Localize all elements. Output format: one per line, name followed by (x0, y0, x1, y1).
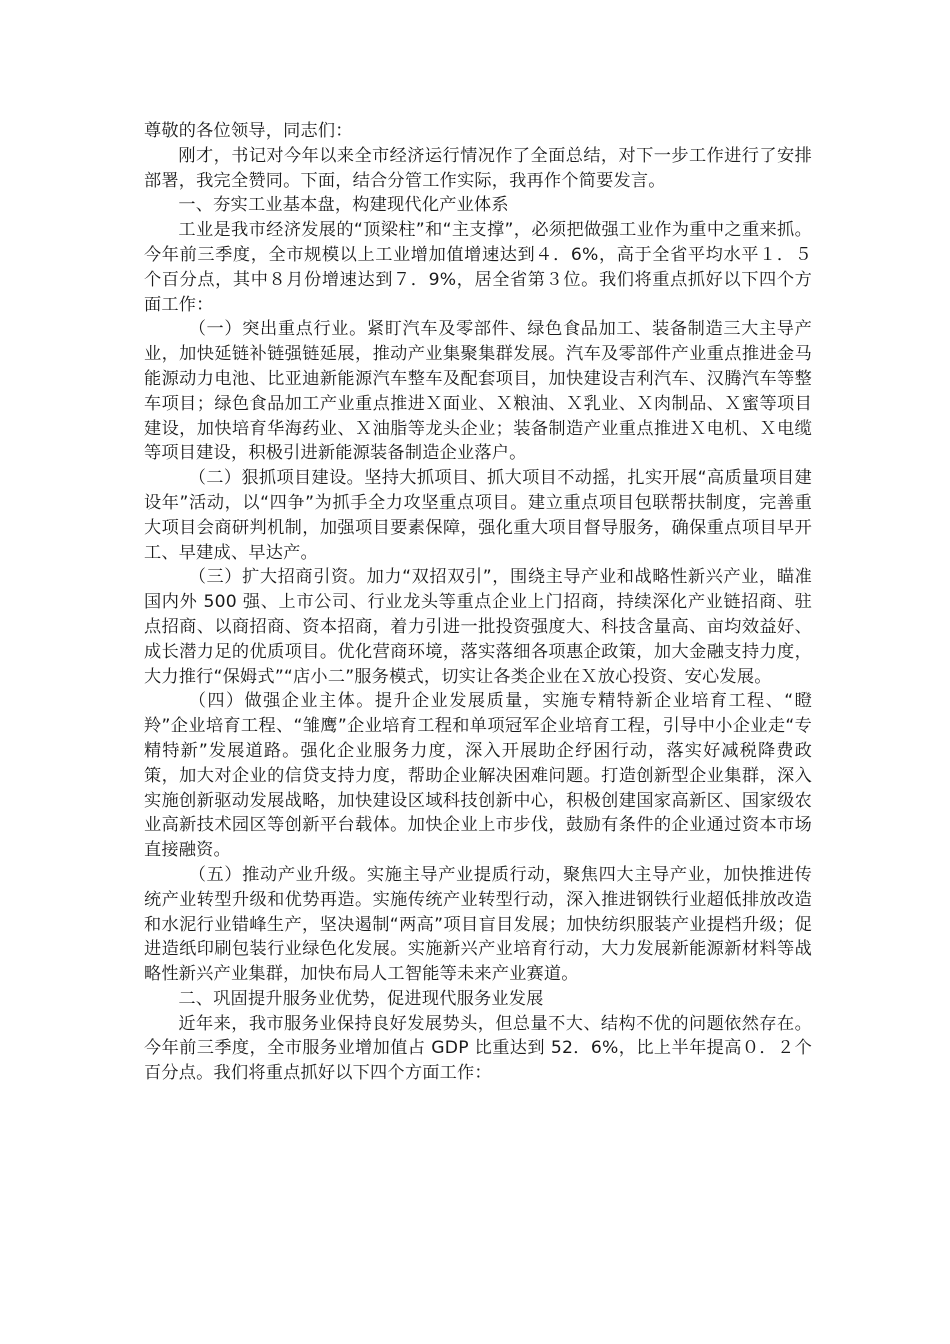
paragraph-industry-upgrade: （五）推动产业升级。实施主导产业提质行动，聚焦四大主导产业，加快推进传统产业转型升级和优势再造。实施传统产业转型行动，深入推进钢铁行业超低排放改造和水泥行业错峰生产，坚决遏制“两高”项目盲目发展；加快纺织服装产业提档升级；促进造纸印刷包装行业绿色化发展。实施新兴产业培育行动，大力发展新能源新材料等战略性新兴产业集群，加快布局人工智能等未来产业赛道。 (144, 864, 812, 985)
section-heading-services: 二、巩固提升服务业优势，促进现代服务业发展 (178, 988, 544, 1009)
paragraph-key-industries: （一）突出重点行业。紧盯汽车及零部件、绿色食品加工、装备制造三大主导产业，加快延链补链强链延展，推动产业集聚集群发展。汽车及零部件产业重点推进金马能源动力电池、比亚迪新能源汽车整车及配套项目，加快建设吉利汽车、汉腾汽车等整车项目；绿色食品加工产业重点推进Ｘ面业、Ｘ粮油、Ｘ乳业、Ｘ肉制品、Ｘ蜜等项目建设，加快培育华海药业、Ｘ油脂等龙头企业；装备制造产业重点推进Ｘ电机、Ｘ电缆等项目建设，积极引进新能源装备制造企业落户。 (144, 319, 812, 464)
paragraph-project-construction: （二）狠抓项目建设。坚持大抓项目、抓大项目不动摇，扎实开展“高质量项目建设年”活动，以“四争”为抓手全力攻坚重点项目。建立重点项目包联帮扶制度，完善重大项目会商研判机制，加强项目要素保障，强化重大项目督导服务，确保重点项目早开工、早建成、早达产。 (144, 468, 812, 563)
paragraph-services-overview: 近年来，我市服务业保持良好发展势头，但总量不大、结构不优的问题依然存在。今年前三季度，全市服务业增加值占 GDP 比重达到 52．6%，比上半年提高０．２个百分点。我们将重点抓好以下四个方面工作： (144, 1013, 812, 1084)
document-body (144, 119, 812, 1086)
paragraph-enterprise-strength: （四）做强企业主体。提升企业发展质量，实施专精特新企业培育工程、“瞪羚”企业培育工程、“雏鹰”企业培育工程和单项冠军企业培育工程，引导中小企业走“专精特新”发展道路。强化企业服务力度，深入开展助企纾困行动，落实好减税降费政策，加大对企业的信贷支持力度，帮助企业解决困难问题。打造创新型企业集群，深入实施创新驱动发展战略，加快建设区域科技创新中心，积极创建国家高新区、国家级农业高新技术园区等创新平台载体。加快企业上市步伐，鼓励有条件的企业通过资本市场直接融资。 (144, 691, 812, 861)
paragraph-intro: 刚才，书记对今年以来全市经济运行情况作了全面总结，对下一步工作进行了安排部署，我完全赞同。下面，结合分管工作实际，我再作个简要发言。 (144, 145, 812, 191)
salutation: 尊敬的各位领导，同志们： (144, 121, 353, 141)
paragraph-investment-attraction: （三）扩大招商引资。加力“双招双引”，围绕主导产业和战略性新兴产业，瞄准国内外 500 强、上市公司、行业龙头等重点企业上门招商，持续深化产业链招商、驻点招商、以商招商、资本招商，着力引进一批投资强度大、科技含量高、亩均效益好、成长潜力足的优质项目。优化营商环境，落实落细各项惠企政策，加大金融支持力度，大力推行“保姆式”“店小二”服务模式，切实让各类企业在Ｘ放心投资、安心发展。 (144, 567, 812, 687)
paragraph-industry-overview: 工业是我市经济发展的“顶梁柱”和“主支撑”，必须把做强工业作为重中之重来抓。今年前三季度，全市规模以上工业增加值增速达到４．6%，高于全省平均水平１．５个百分点，其中８月份增速达到７．9%，居全省第３位。我们将重点抓好以下四个方面工作： (144, 220, 812, 315)
section-heading-industry: 一、夯实工业基本盘，构建现代化产业体系 (178, 195, 509, 216)
